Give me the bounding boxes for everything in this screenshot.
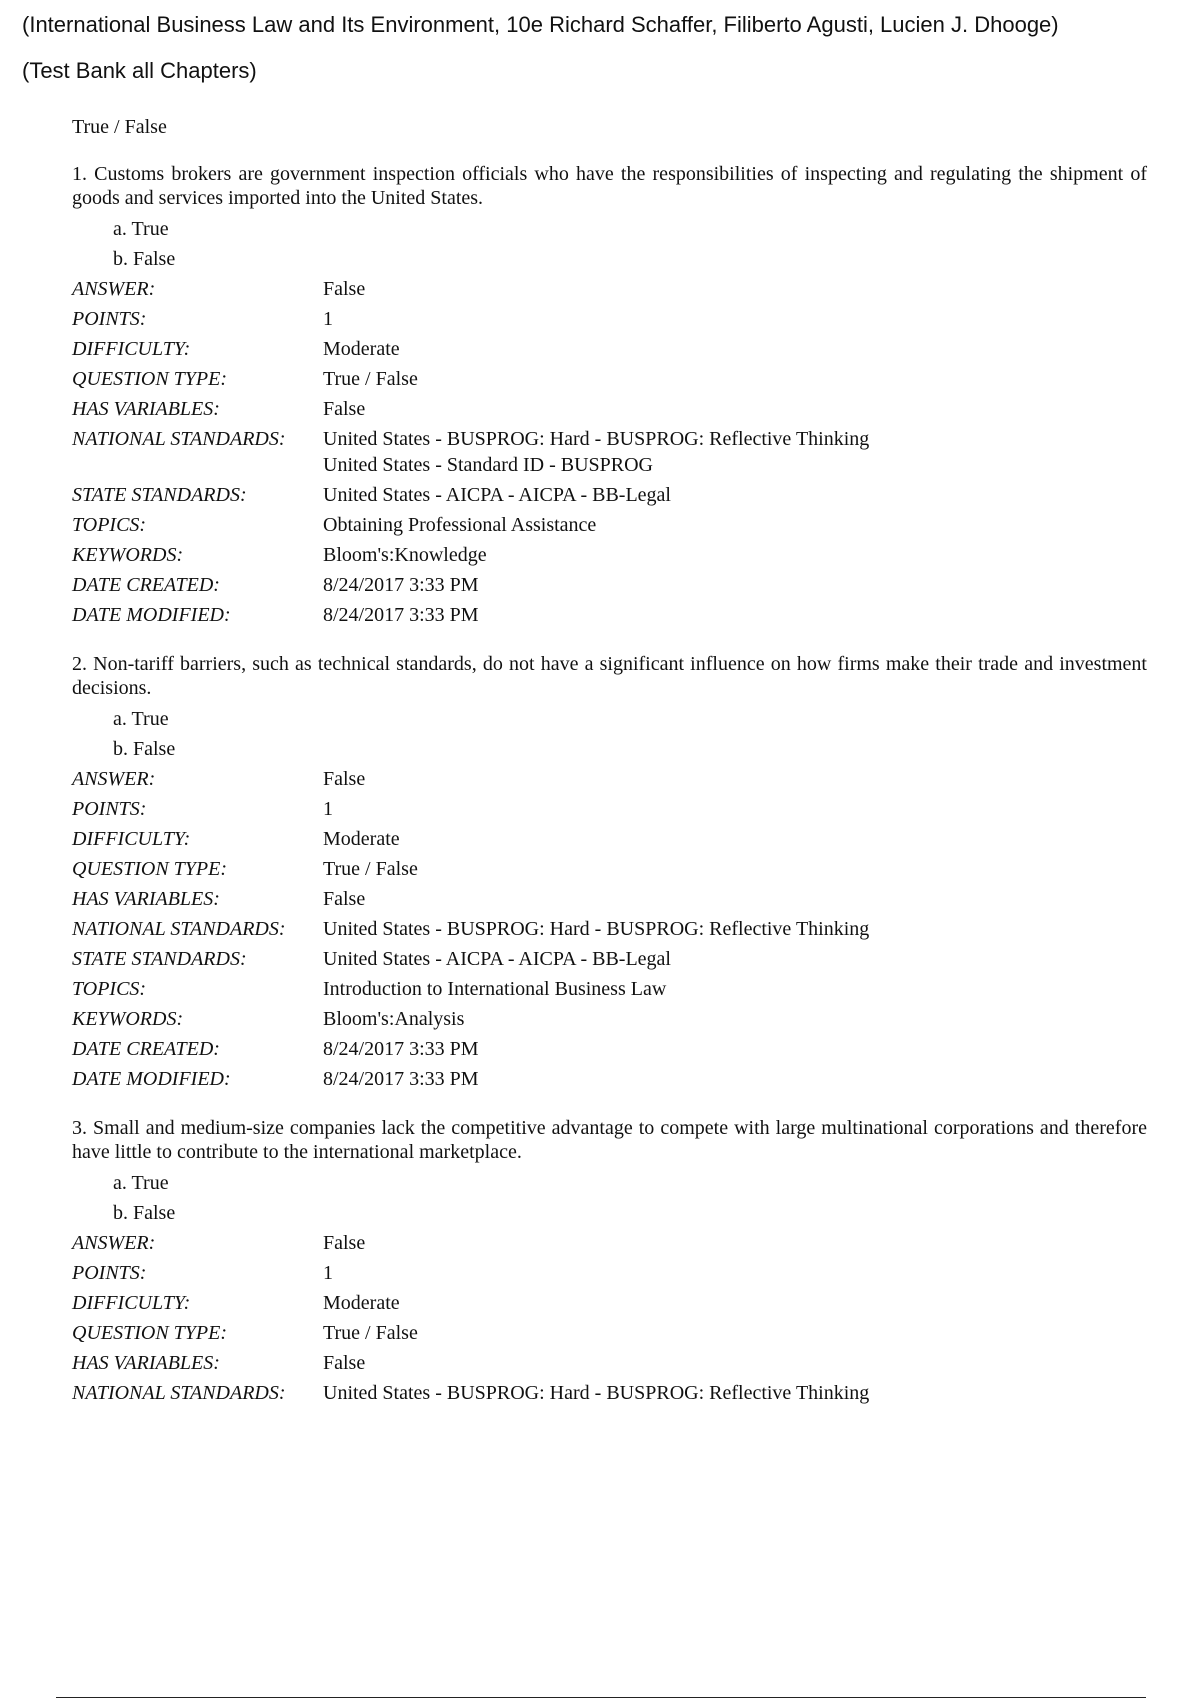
- metadata-value-line: False: [323, 1352, 366, 1374]
- metadata-value: [323, 424, 1147, 480]
- metadata-value-line: Obtaining Professional Assistance: [323, 514, 597, 536]
- metadata-key: ANSWER:: [72, 278, 156, 300]
- metadata-key: TOPICS:: [72, 514, 147, 536]
- metadata-row: [72, 1288, 1147, 1318]
- metadata-row: [72, 1034, 1147, 1064]
- metadata-value-line: False: [323, 768, 366, 790]
- metadata-value-line: Moderate: [323, 338, 400, 360]
- metadata-row: [72, 424, 1147, 480]
- metadata-value: [323, 974, 1147, 1004]
- metadata-row: [72, 974, 1147, 1004]
- question-block: [72, 652, 1147, 1094]
- metadata-value-line: Introduction to International Business Law: [323, 978, 667, 1000]
- metadata-row: [72, 1318, 1147, 1348]
- metadata-value: [323, 480, 1147, 510]
- metadata-key: STATE STANDARDS:: [72, 948, 247, 970]
- metadata-value: [323, 304, 1147, 334]
- metadata-value-line: False: [323, 398, 366, 420]
- metadata-key: DIFFICULTY:: [72, 828, 191, 850]
- answer-choice: a. True: [113, 1172, 169, 1194]
- metadata-key: NATIONAL STANDARDS:: [72, 918, 286, 940]
- metadata-key: NATIONAL STANDARDS:: [72, 428, 286, 450]
- metadata-row: [72, 334, 1147, 364]
- metadata-key: POINTS:: [72, 1262, 147, 1284]
- metadata-value: [323, 510, 1147, 540]
- metadata-row: [72, 274, 1147, 304]
- metadata-value-line: 1: [323, 308, 333, 330]
- metadata-key: POINTS:: [72, 798, 147, 820]
- metadata-value: [323, 914, 1147, 944]
- metadata-value-line: True / False: [323, 1322, 418, 1344]
- metadata-key: KEYWORDS:: [72, 544, 184, 566]
- metadata-value-line: United States - AICPA - AICPA - BB-Legal: [323, 484, 671, 506]
- metadata-row: [72, 884, 1147, 914]
- metadata-row: [72, 794, 1147, 824]
- metadata-row: [72, 304, 1147, 334]
- metadata-value: [323, 764, 1147, 794]
- metadata-value-line: True / False: [323, 858, 418, 880]
- metadata-value-line: False: [323, 1232, 366, 1254]
- metadata-key: TOPICS:: [72, 978, 147, 1000]
- metadata-row: [72, 1004, 1147, 1034]
- answer-choice: b. False: [113, 738, 176, 760]
- metadata-value-line: United States - BUSPROG: Hard - BUSPROG: Reflective Thinking: [323, 918, 870, 940]
- document-body: [72, 112, 1147, 1430]
- metadata-row: [72, 570, 1147, 600]
- metadata-key: HAS VARIABLES:: [72, 398, 220, 420]
- metadata-value-line: Bloom's:Knowledge: [323, 544, 487, 566]
- metadata-key: DATE CREATED:: [72, 1038, 220, 1060]
- metadata-key: QUESTION TYPE:: [72, 368, 228, 390]
- metadata-row: [72, 1064, 1147, 1094]
- metadata-value-line: 8/24/2017 3:33 PM: [323, 1038, 479, 1060]
- metadata-row: [72, 944, 1147, 974]
- document-subtitle: (Test Bank all Chapters): [22, 58, 257, 83]
- document-title: (International Business Law and Its Environment, 10e Richard Schaffer, Filiberto Agusti, Lucien J. Dhooge): [22, 12, 1059, 37]
- question-stem: 2. Non-tariff barriers, such as technical standards, do not have a significant influence on how firms make their trade and investment decisions.: [72, 653, 1147, 699]
- metadata-row: [72, 364, 1147, 394]
- metadata-value-line: False: [323, 278, 366, 300]
- answer-choice: a. True: [113, 708, 169, 730]
- metadata-key: STATE STANDARDS:: [72, 484, 247, 506]
- metadata-value: [323, 854, 1147, 884]
- metadata-value-line: Moderate: [323, 1292, 400, 1314]
- metadata-value-line: 1: [323, 798, 333, 820]
- metadata-value: [323, 1318, 1147, 1348]
- metadata-value: [323, 1228, 1147, 1258]
- metadata-value: [323, 364, 1147, 394]
- metadata-key: ANSWER:: [72, 1232, 156, 1254]
- metadata-key: POINTS:: [72, 308, 147, 330]
- metadata-row: [72, 914, 1147, 944]
- metadata-value-line: 1: [323, 1262, 333, 1284]
- metadata-value: [323, 1034, 1147, 1064]
- metadata-value: [323, 540, 1147, 570]
- metadata-key: HAS VARIABLES:: [72, 888, 220, 910]
- metadata-value-line: United States - BUSPROG: Hard - BUSPROG: Reflective Thinking: [323, 428, 870, 450]
- metadata-value: [323, 394, 1147, 424]
- metadata-key: QUESTION TYPE:: [72, 858, 228, 880]
- metadata-value-line: United States - AICPA - AICPA - BB-Legal: [323, 948, 671, 970]
- metadata-row: [72, 1348, 1147, 1378]
- metadata-value-line: United States - BUSPROG: Hard - BUSPROG: Reflective Thinking: [323, 1382, 870, 1404]
- metadata-value: [323, 600, 1147, 630]
- metadata-value-line: 8/24/2017 3:33 PM: [323, 1068, 479, 1090]
- footer-divider: [56, 1697, 1146, 1698]
- metadata-key: DIFFICULTY:: [72, 1292, 191, 1314]
- metadata-value: [323, 334, 1147, 364]
- metadata-key: HAS VARIABLES:: [72, 1352, 220, 1374]
- metadata-value-line: 8/24/2017 3:33 PM: [323, 604, 479, 626]
- metadata-row: [72, 1378, 1147, 1408]
- metadata-value: [323, 1288, 1147, 1318]
- question-block: [72, 162, 1147, 630]
- metadata-row: [72, 480, 1147, 510]
- metadata-row: [72, 1258, 1147, 1288]
- metadata-key: DIFFICULTY:: [72, 338, 191, 360]
- metadata-value: [323, 944, 1147, 974]
- metadata-value: [323, 570, 1147, 600]
- metadata-value: [323, 1348, 1147, 1378]
- metadata-value-line: Bloom's:Analysis: [323, 1008, 465, 1030]
- answer-choice: a. True: [113, 218, 169, 240]
- metadata-row: [72, 1228, 1147, 1258]
- metadata-value-line: 8/24/2017 3:33 PM: [323, 574, 479, 596]
- metadata-key: NATIONAL STANDARDS:: [72, 1382, 286, 1404]
- metadata-value-line: True / False: [323, 368, 418, 390]
- question-stem: 3. Small and medium-size companies lack the competitive advantage to compete with large multinational corporations and therefore have little to contribute to the international marketplace.: [72, 1117, 1147, 1163]
- question-stem: 1. Customs brokers are government inspection officials who have the responsibilities of inspecting and regulating the shipment of goods and services imported into the United States.: [72, 163, 1147, 209]
- question-list: [72, 162, 1147, 1408]
- metadata-row: [72, 600, 1147, 630]
- metadata-key: DATE CREATED:: [72, 574, 220, 596]
- metadata-key: ANSWER:: [72, 768, 156, 790]
- metadata-value-line: United States - Standard ID - BUSPROG: [323, 454, 653, 476]
- metadata-row: [72, 540, 1147, 570]
- metadata-value-line: False: [323, 888, 366, 910]
- metadata-key: DATE MODIFIED:: [72, 1068, 231, 1090]
- metadata-row: [72, 394, 1147, 424]
- metadata-row: [72, 824, 1147, 854]
- metadata-value: [323, 884, 1147, 914]
- metadata-value: [323, 1258, 1147, 1288]
- section-label: True / False: [72, 116, 167, 138]
- answer-choice: b. False: [113, 248, 176, 270]
- metadata-row: [72, 764, 1147, 794]
- metadata-value: [323, 274, 1147, 304]
- metadata-value: [323, 824, 1147, 854]
- metadata-value-line: Moderate: [323, 828, 400, 850]
- metadata-value: [323, 794, 1147, 824]
- answer-choice: b. False: [113, 1202, 176, 1224]
- metadata-value: [323, 1378, 1147, 1408]
- metadata-key: DATE MODIFIED:: [72, 604, 231, 626]
- metadata-value: [323, 1064, 1147, 1094]
- metadata-row: [72, 510, 1147, 540]
- metadata-key: QUESTION TYPE:: [72, 1322, 228, 1344]
- metadata-row: [72, 854, 1147, 884]
- metadata-key: KEYWORDS:: [72, 1008, 184, 1030]
- metadata-value: [323, 1004, 1147, 1034]
- question-block: [72, 1116, 1147, 1408]
